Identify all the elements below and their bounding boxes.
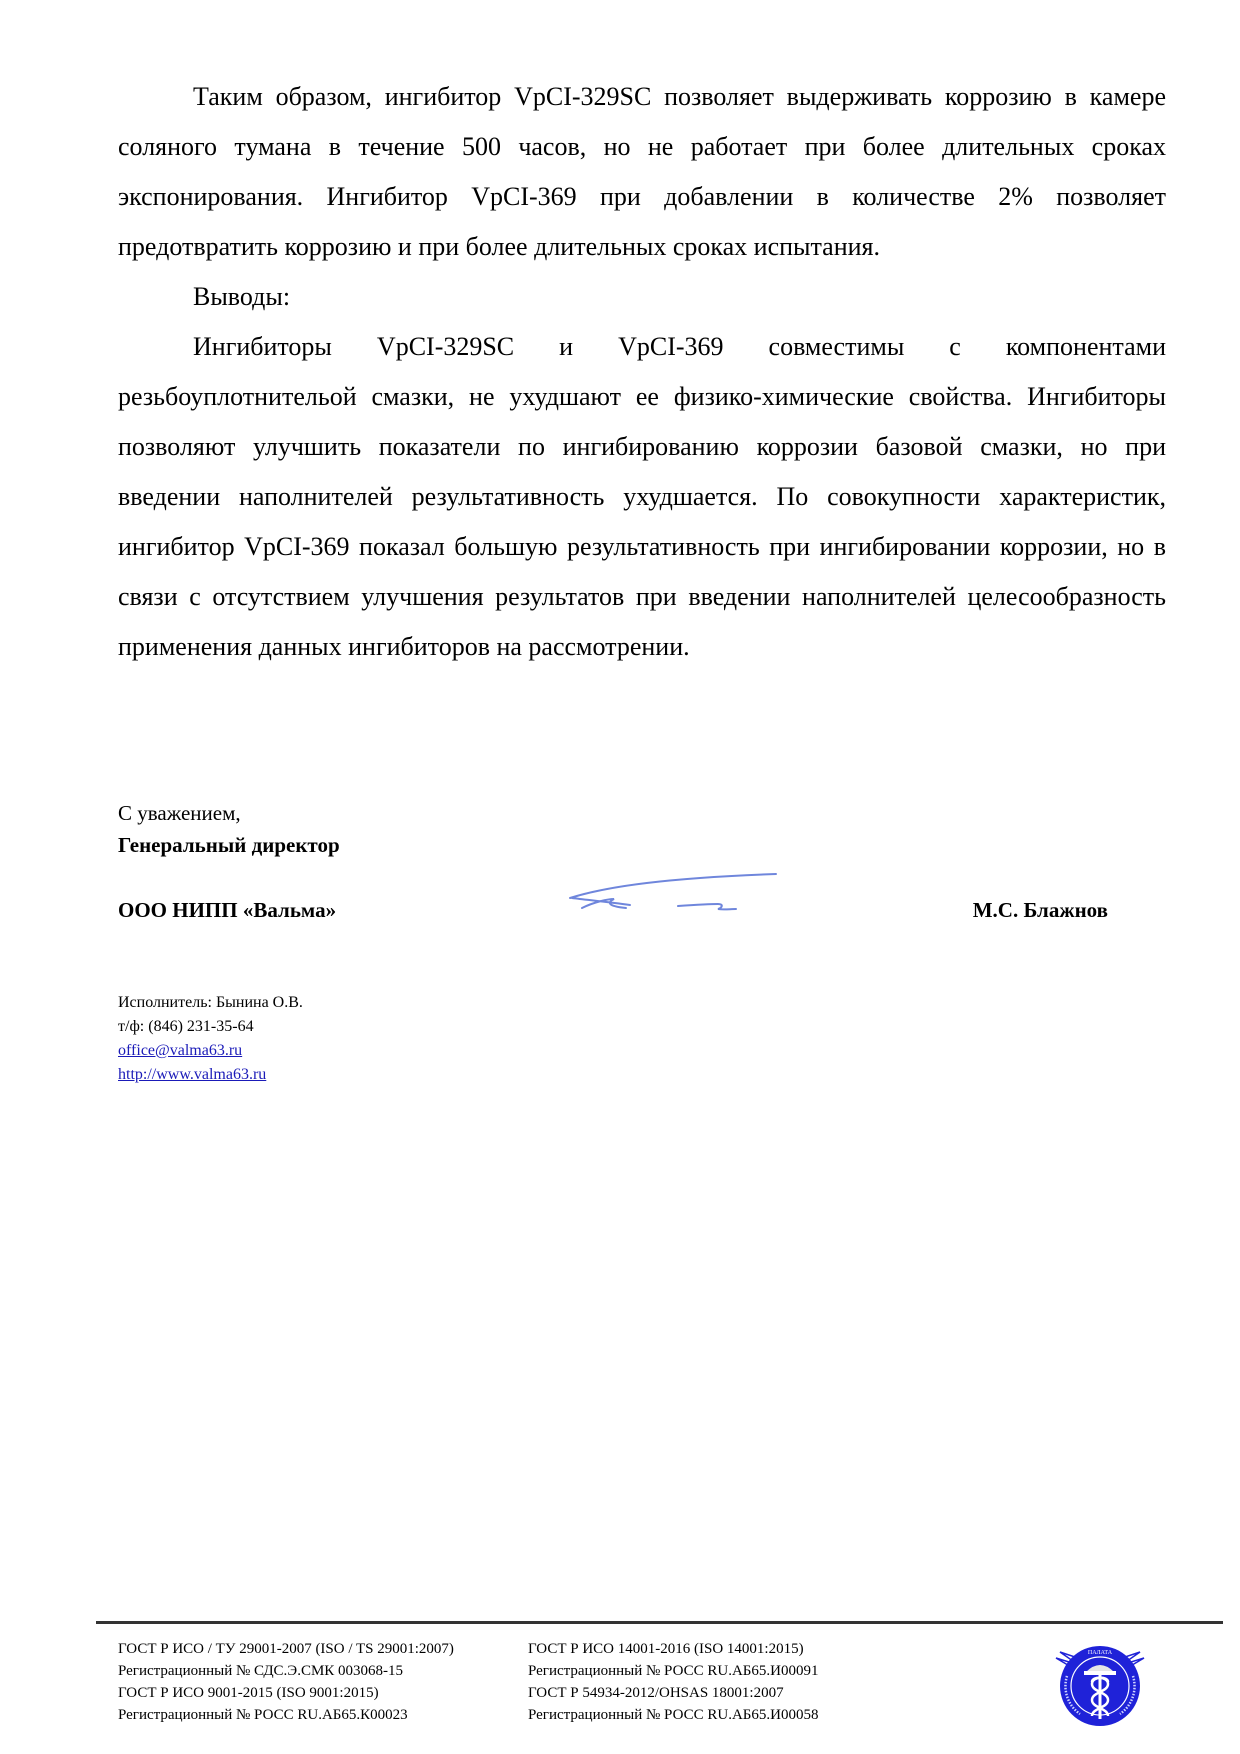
closing-regards: С уважением,	[118, 801, 241, 825]
footer-certifications-right	[528, 1638, 818, 1726]
letter-body	[118, 72, 1166, 672]
signatory-position: Генеральный директор	[118, 833, 340, 857]
email-link[interactable]: office@valma63.ru	[118, 1042, 243, 1059]
contact-block	[118, 991, 303, 1087]
footer-cert-line: Регистрационный № РОСС RU.АБ65.К00023	[118, 1707, 408, 1723]
conclusions-heading: Выводы:	[193, 282, 291, 311]
conclusions-paragraph: Ингибиторы VpCI-329SC и VpCI-369 совместимы с компонентами резьбоуплотнительой смазки, не ухудшают ее физико-химические свойства. Ингибиторы позволяют улучшить показатели по ингибированию коррозии базовой смазки, но при введении наполнителей результативность ухудшается. По совокупности характеристик, ингибитор VpCI-369 показал большую результативность при ингибировании коррозии, но в связи с отсутствием улучшения результатов при введении наполнителей целесообразность применения данных ингибиторов на рассмотрении.	[118, 332, 1166, 661]
footer-cert-line: ГОСТ Р ИСО / ТУ 29001-2007 (ISO / TS 29001:2007)	[118, 1641, 454, 1657]
chamber-of-commerce-emblem-icon	[1050, 1636, 1150, 1732]
executor-label: Исполнитель: Бынина О.В.	[118, 994, 303, 1011]
phone-number: т/ф: (846) 231-35-64	[118, 1018, 254, 1035]
footer-certifications-left	[118, 1638, 454, 1726]
conclusion-paragraph-test-results: Таким образом, ингибитор VpCI-329SC позволяет выдерживать коррозию в камере соляного тумана в течение 500 часов, но не работает при более длительных сроках экспонирования. Ингибитор VpCI-369 при добавлении в количестве 2% позволяет предотвратить коррозию и при более длительных сроках испытания.	[118, 82, 1166, 261]
signatory-name: М.С. Блажнов	[972, 898, 1108, 922]
handwritten-signature-icon	[568, 868, 778, 916]
footer-cert-line: ГОСТ Р ИСО 14001-2016 (ISO 14001:2015)	[528, 1641, 804, 1657]
closing-block	[118, 797, 340, 861]
footer-cert-line: Регистрационный № СДС.Э.СМК 003068-15	[118, 1663, 404, 1679]
footer-cert-line: ГОСТ Р 54934-2012/OHSAS 18001:2007	[528, 1685, 784, 1701]
footer-cert-line: Регистрационный № РОСС RU.АБ65.И00091	[528, 1663, 819, 1679]
footer-cert-line: Регистрационный № РОСС RU.АБ65.И00058	[528, 1707, 819, 1723]
website-link[interactable]: http://www.valma63.ru	[118, 1066, 267, 1083]
svg-text:ПАЛАТА: ПАЛАТА	[1087, 1650, 1113, 1656]
footer-divider	[96, 1621, 1223, 1624]
organization-name: ООО НИПП «Вальма»	[118, 898, 337, 922]
footer-cert-line: ГОСТ Р ИСО 9001-2015 (ISO 9001:2015)	[118, 1685, 379, 1701]
